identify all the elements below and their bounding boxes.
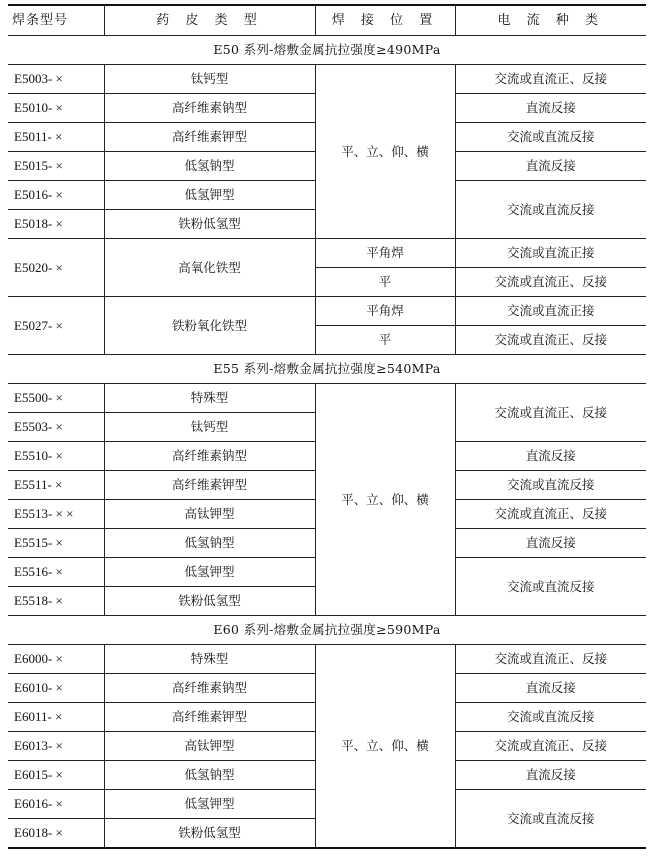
cell-current: 交流或直流正、反接 (455, 326, 646, 355)
header-position: 焊 接 位 置 (315, 5, 455, 36)
cell-model: E5020- × (8, 239, 104, 297)
cell-coating: 高纤维素钠型 (104, 94, 315, 123)
cell-coating: 低氢钠型 (104, 529, 315, 558)
cell-model: E5510- × (8, 442, 104, 471)
cell-current: 直流反接 (455, 674, 646, 703)
cell-coating: 高纤维素钾型 (104, 471, 315, 500)
electrode-table-container (8, 4, 646, 849)
table-row (8, 384, 646, 413)
group-title-e60: E60 系列-熔敷金属抗拉强度≥590MPa (8, 616, 646, 645)
cell-current: 直流反接 (455, 442, 646, 471)
cell-model: E5010- × (8, 94, 104, 123)
cell-current: 交流或直流反接 (455, 790, 646, 849)
cell-coating: 高纤维素钠型 (104, 442, 315, 471)
group-title-e55: E55 系列-熔敷金属抗拉强度≥540MPa (8, 355, 646, 384)
header-model: 焊条型号 (8, 5, 104, 36)
cell-current: 交流或直流正、反接 (455, 500, 646, 529)
group-title-row (8, 36, 646, 65)
table-row (8, 645, 646, 674)
cell-model: E5503- × (8, 413, 104, 442)
cell-model: E5003- × (8, 65, 104, 94)
cell-coating: 高钛钾型 (104, 500, 315, 529)
cell-model: E5015- × (8, 152, 104, 181)
cell-coating: 高纤维素钠型 (104, 674, 315, 703)
group-title-e50: E50 系列-熔敷金属抗拉强度≥490MPa (8, 36, 646, 65)
cell-coating: 低氢钠型 (104, 152, 315, 181)
cell-model: E5016- × (8, 181, 104, 210)
cell-current: 交流或直流反接 (455, 558, 646, 616)
table-row (8, 239, 646, 268)
cell-position: 平 (315, 326, 455, 355)
header-current: 电 流 种 类 (455, 5, 646, 36)
cell-coating: 钛钙型 (104, 413, 315, 442)
cell-position: 平、立、仰、横 (315, 645, 455, 849)
cell-position: 平、立、仰、横 (315, 384, 455, 616)
cell-coating: 高钛钾型 (104, 732, 315, 761)
cell-current: 直流反接 (455, 94, 646, 123)
cell-model: E5518- × (8, 587, 104, 616)
cell-position: 平 (315, 268, 455, 297)
cell-current: 交流或直流正、反接 (455, 645, 646, 674)
cell-current: 交流或直流正接 (455, 297, 646, 326)
cell-model: E6015- × (8, 761, 104, 790)
cell-coating: 铁粉氧化铁型 (104, 297, 315, 355)
cell-position: 平、立、仰、横 (315, 65, 455, 239)
cell-coating: 低氢钾型 (104, 790, 315, 819)
cell-current: 交流或直流反接 (455, 123, 646, 152)
cell-model: E5511- × (8, 471, 104, 500)
cell-coating: 铁粉低氢型 (104, 587, 315, 616)
electrode-table (8, 4, 646, 849)
cell-coating: 高纤维素钾型 (104, 703, 315, 732)
group-title-row (8, 616, 646, 645)
group-title-row (8, 355, 646, 384)
cell-coating: 铁粉低氢型 (104, 819, 315, 849)
cell-current: 交流或直流正、反接 (455, 65, 646, 94)
table-row (8, 65, 646, 94)
cell-position: 平角焊 (315, 297, 455, 326)
cell-model: E5516- × (8, 558, 104, 587)
cell-current: 交流或直流正接 (455, 239, 646, 268)
cell-coating: 低氢钠型 (104, 761, 315, 790)
cell-model: E6011- × (8, 703, 104, 732)
cell-model: E6013- × (8, 732, 104, 761)
cell-coating: 高纤维素钾型 (104, 123, 315, 152)
cell-model: E5018- × (8, 210, 104, 239)
cell-current: 交流或直流反接 (455, 181, 646, 239)
cell-current: 交流或直流正、反接 (455, 384, 646, 442)
cell-model: E6018- × (8, 819, 104, 849)
header-row (8, 5, 646, 36)
cell-coating: 高氧化铁型 (104, 239, 315, 297)
cell-coating: 低氢钾型 (104, 558, 315, 587)
header-coating: 药 皮 类 型 (104, 5, 315, 36)
cell-coating: 特殊型 (104, 645, 315, 674)
cell-current: 直流反接 (455, 152, 646, 181)
cell-model: E5500- × (8, 384, 104, 413)
cell-model: E6000- × (8, 645, 104, 674)
cell-model: E6010- × (8, 674, 104, 703)
cell-model: E5515- × (8, 529, 104, 558)
table-row (8, 297, 646, 326)
cell-current: 交流或直流反接 (455, 703, 646, 732)
cell-current: 直流反接 (455, 761, 646, 790)
cell-model: E6016- × (8, 790, 104, 819)
cell-coating: 特殊型 (104, 384, 315, 413)
cell-current: 交流或直流正、反接 (455, 732, 646, 761)
cell-position: 平角焊 (315, 239, 455, 268)
cell-model: E5513- × × (8, 500, 104, 529)
cell-coating: 钛钙型 (104, 65, 315, 94)
cell-model: E5027- × (8, 297, 104, 355)
cell-coating: 铁粉低氢型 (104, 210, 315, 239)
cell-current: 交流或直流正、反接 (455, 268, 646, 297)
cell-coating: 低氢钾型 (104, 181, 315, 210)
cell-current: 交流或直流反接 (455, 471, 646, 500)
cell-current: 直流反接 (455, 529, 646, 558)
cell-model: E5011- × (8, 123, 104, 152)
